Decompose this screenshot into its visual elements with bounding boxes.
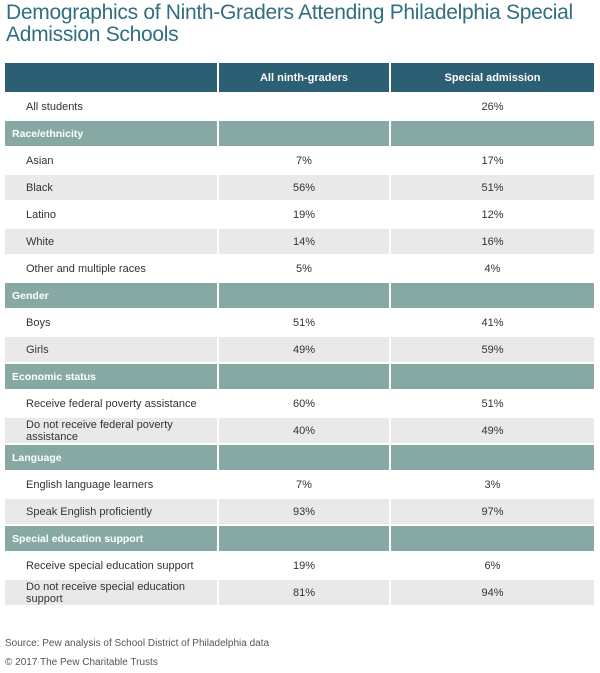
special-admission-value: 51% [391, 391, 594, 418]
row-label: All students [5, 94, 219, 121]
special-admission-value: 94% [391, 580, 594, 607]
all-ninth-graders-value: 40% [219, 418, 391, 445]
source-note: Source: Pew analysis of School District of Philadelphia data [5, 638, 270, 649]
all-ninth-graders-value: 14% [219, 229, 391, 256]
special-admission-value: 97% [391, 499, 594, 526]
demographics-table [5, 63, 594, 607]
header-row [5, 63, 594, 94]
section-empty-cell [391, 121, 594, 148]
row-label: Do not receive special education support [5, 580, 219, 607]
all-ninth-graders-value: 81% [219, 580, 391, 607]
section-label: Race/ethnicity [5, 121, 219, 148]
row-label: Receive federal poverty assistance [5, 391, 219, 418]
special-admission-value: 16% [391, 229, 594, 256]
all-ninth-graders-value: 51% [219, 310, 391, 337]
row-label: Latino [5, 202, 219, 229]
table-row [5, 391, 594, 418]
row-label: Boys [5, 310, 219, 337]
section-label: Economic status [5, 364, 219, 391]
section-label: Language [5, 445, 219, 472]
header-label-cell [5, 63, 219, 94]
all-ninth-graders-value: 5% [219, 256, 391, 283]
section-label: Gender [5, 283, 219, 310]
special-admission-value: 6% [391, 553, 594, 580]
special-admission-value: 49% [391, 418, 594, 445]
all-ninth-graders-value: 93% [219, 499, 391, 526]
table-row [5, 202, 594, 229]
table-row [5, 553, 594, 580]
row-label: Receive special education support [5, 553, 219, 580]
special-admission-value: 51% [391, 175, 594, 202]
section-empty-cell [219, 526, 391, 553]
section-row [5, 445, 594, 472]
row-label: Asian [5, 148, 219, 175]
section-row [5, 121, 594, 148]
table-row [5, 94, 594, 121]
section-empty-cell [391, 364, 594, 391]
table-row [5, 310, 594, 337]
table-row [5, 148, 594, 175]
all-ninth-graders-value: 49% [219, 337, 391, 364]
header-all-ninth-graders: All ninth-graders [219, 63, 391, 94]
all-ninth-graders-value: 7% [219, 148, 391, 175]
row-label: Speak English proficiently [5, 499, 219, 526]
row-label: English language learners [5, 472, 219, 499]
all-ninth-graders-value: 19% [219, 202, 391, 229]
table-row [5, 337, 594, 364]
table-body [5, 94, 594, 607]
row-label: Other and multiple races [5, 256, 219, 283]
table-row [5, 580, 594, 607]
chart-title: Demographics of Ninth-Graders Attending Philadelphia Special Admission Schools [6, 1, 573, 46]
section-empty-cell [219, 121, 391, 148]
table-row [5, 175, 594, 202]
copyright-note: © 2017 The Pew Charitable Trusts [5, 657, 158, 668]
special-admission-value: 12% [391, 202, 594, 229]
section-row [5, 526, 594, 553]
section-empty-cell [219, 283, 391, 310]
table-row [5, 472, 594, 499]
section-empty-cell [391, 445, 594, 472]
all-ninth-graders-value: 56% [219, 175, 391, 202]
special-admission-value: 17% [391, 148, 594, 175]
special-admission-value: 4% [391, 256, 594, 283]
table-row [5, 418, 594, 445]
all-ninth-graders-value: 7% [219, 472, 391, 499]
all-ninth-graders-value: 19% [219, 553, 391, 580]
section-empty-cell [219, 364, 391, 391]
table-row [5, 256, 594, 283]
header-special-admission: Special admission [391, 63, 594, 94]
table-row [5, 229, 594, 256]
table-row [5, 499, 594, 526]
section-empty-cell [219, 445, 391, 472]
all-ninth-graders-value: 60% [219, 391, 391, 418]
section-label: Special education support [5, 526, 219, 553]
special-admission-value: 26% [391, 94, 594, 121]
section-empty-cell [391, 283, 594, 310]
row-label: White [5, 229, 219, 256]
special-admission-value: 41% [391, 310, 594, 337]
row-label: Do not receive federal poverty assistance [5, 418, 219, 445]
special-admission-value: 59% [391, 337, 594, 364]
section-row [5, 283, 594, 310]
all-ninth-graders-value [219, 94, 391, 121]
section-row [5, 364, 594, 391]
special-admission-value: 3% [391, 472, 594, 499]
row-label: Girls [5, 337, 219, 364]
row-label: Black [5, 175, 219, 202]
section-empty-cell [391, 526, 594, 553]
